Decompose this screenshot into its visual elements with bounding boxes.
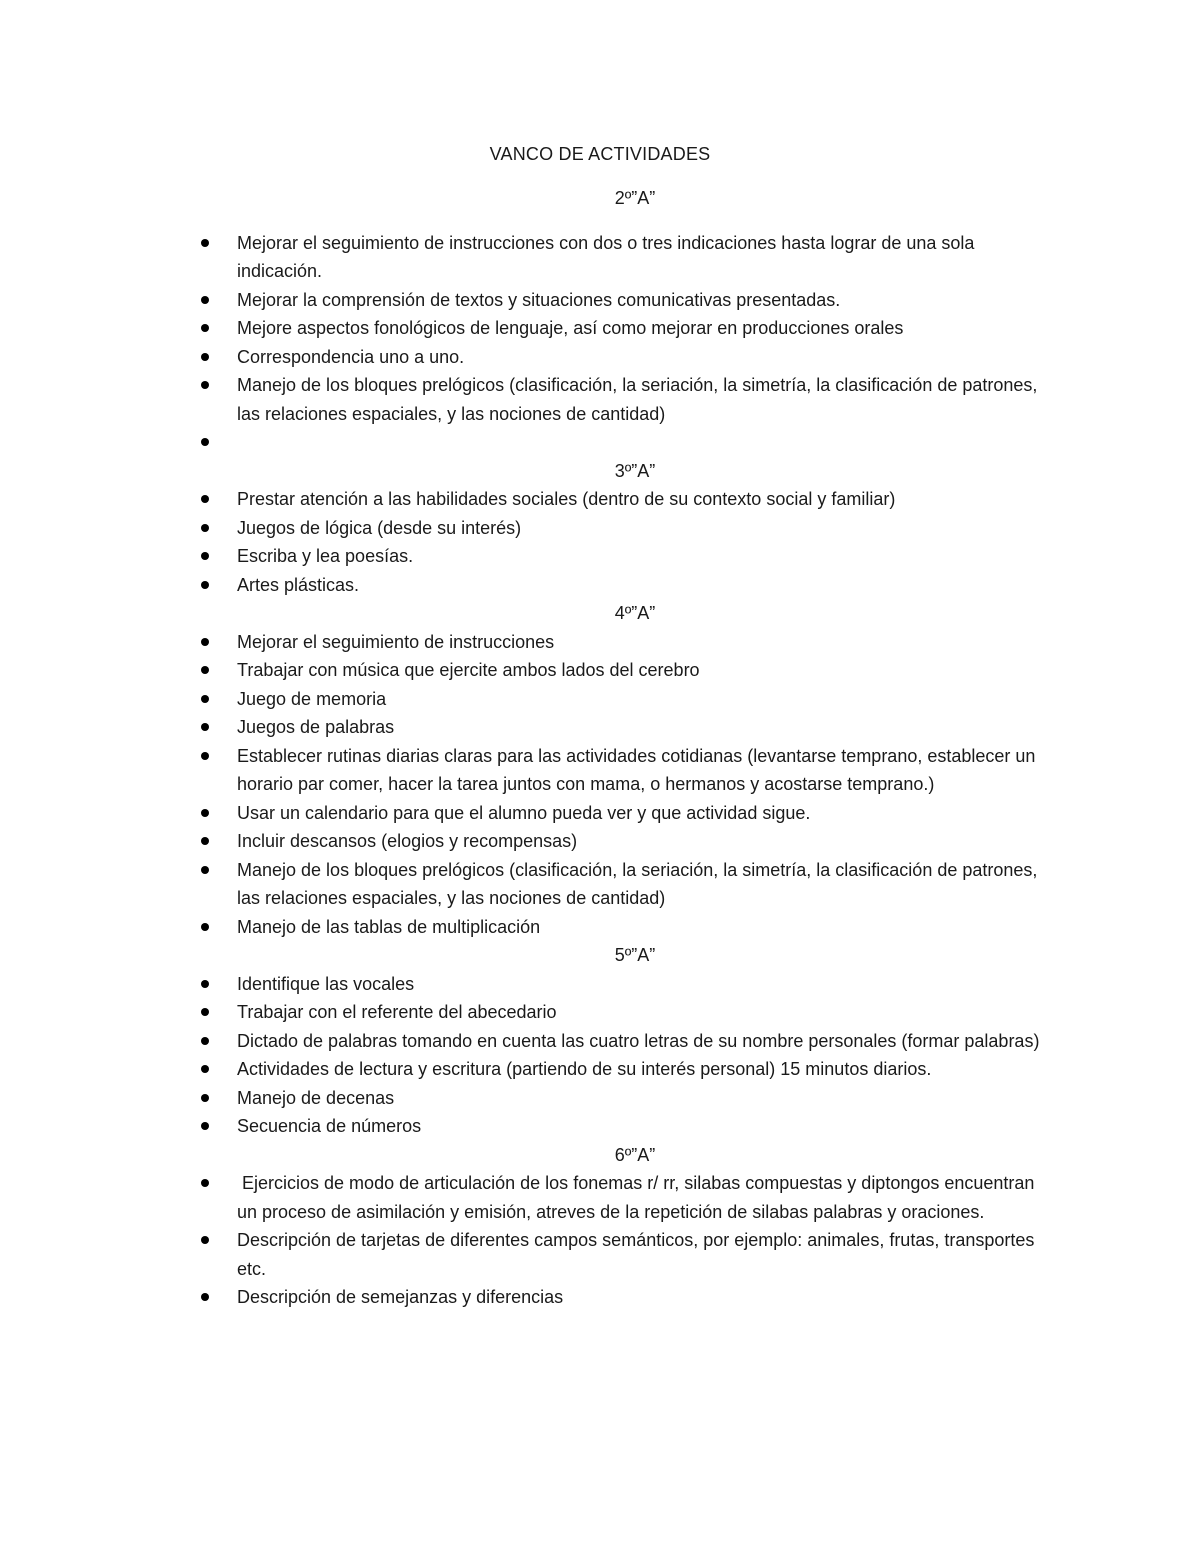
bullet-icon: [201, 296, 209, 304]
list-item: [0, 514, 1200, 543]
list-item: [0, 1112, 1200, 1141]
bullet-icon: [201, 866, 209, 874]
list-item: [0, 371, 1200, 428]
activity-list: [0, 229, 1200, 457]
bullet-icon: [201, 752, 209, 760]
list-item-text: Secuencia de números: [237, 1116, 422, 1136]
list-item-text: Manejo de decenas: [237, 1087, 395, 1108]
bullet-icon: [201, 1037, 209, 1045]
list-item-text: Juegos de lógica (desde su interés): [237, 517, 522, 538]
bullet-icon: [201, 837, 209, 845]
list-item: [0, 628, 1200, 657]
list-item-text: Actividades de lectura y escritura (partiendo de su interés personal) 15 minutos diarios.: [237, 1059, 932, 1079]
bullet-icon: [201, 980, 209, 988]
activity-list: [0, 485, 1200, 599]
bullet-icon: [201, 638, 209, 646]
list-item-text: Establecer rutinas diarias claras para las actividades cotidianas (levantarse temprano, establecer un horario par comer, hacer la tarea juntos con mama, o hermanos y acostarse temprano.): [237, 745, 1036, 794]
list-item: [0, 856, 1200, 913]
list-item: [0, 314, 1200, 343]
list-item: [0, 1027, 1200, 1056]
list-item: [0, 1226, 1200, 1283]
bullet-icon: [201, 923, 209, 931]
list-item-text: Trabajar con música que ejercite ambos lados del cerebro: [237, 660, 700, 680]
activity-list: [0, 970, 1200, 1141]
bullet-icon: [201, 809, 209, 817]
list-item-text: Descripción de semejanzas y diferencias: [237, 1287, 564, 1307]
bullet-icon: [201, 239, 209, 247]
bullet-icon: [201, 1179, 209, 1187]
list-item-text: Correspondencia uno a uno.: [237, 346, 465, 367]
list-item-text: Juegos de palabras: [237, 717, 395, 737]
list-item: [0, 713, 1200, 742]
list-item-text: Manejo de los bloques prelógicos (clasificación, la seriación, la simetría, la clasificación de patrones, las relaciones espaciales, y las nociones de cantidad): [237, 859, 1038, 908]
list-item-text: Manejo de las tablas de multiplicación: [237, 916, 541, 937]
list-item: [0, 998, 1200, 1027]
list-item: [0, 913, 1200, 942]
list-item-text: Prestar atención a las habilidades sociales (dentro de su contexto social y familiar): [237, 489, 896, 509]
activity-list: [0, 628, 1200, 942]
list-item-text: Escriba y lea poesías.: [237, 546, 414, 566]
bullet-icon: [201, 324, 209, 332]
bullet-icon: [201, 1008, 209, 1016]
list-item-text: Descripción de tarjetas de diferentes campos semánticos, por ejemplo: animales, frutas, transportes etc.: [237, 1230, 1035, 1279]
list-item: [0, 485, 1200, 514]
bullet-icon: [201, 695, 209, 703]
section-heading: 2º”A”: [614, 188, 656, 208]
bullet-icon: [201, 1094, 209, 1102]
list-item: [0, 685, 1200, 714]
list-item-text: Usar un calendario para que el alumno pueda ver y que actividad sigue.: [237, 802, 811, 823]
section-heading: 4º”A”: [614, 603, 656, 623]
bullet-icon: [201, 723, 209, 731]
list-item-text: Mejorar la comprensión de textos y situaciones comunicativas presentadas.: [237, 289, 841, 310]
list-item-text: Juego de memoria: [237, 688, 387, 709]
list-item-text: Identifique las vocales: [237, 973, 415, 994]
list-item-text: Ejercicios de modo de articulación de los fonemas r/ rr, silabas compuestas y diptongos encuentran un proceso de asimilación y emisión, atreves de la repetición de silabas palabras y oraciones.: [237, 1173, 1040, 1222]
bullet-icon: [201, 552, 209, 560]
bullet-icon: [201, 1236, 209, 1244]
list-item: [0, 542, 1200, 571]
list-item: [0, 1084, 1200, 1113]
list-item-text: Trabajar con el referente del abecedario: [237, 1002, 557, 1022]
bullet-icon: [201, 666, 209, 674]
section-2a: [0, 184, 1200, 457]
section-heading: 5º”A”: [614, 945, 656, 965]
list-item: [0, 286, 1200, 315]
list-item: [0, 343, 1200, 372]
bullet-icon: [201, 381, 209, 389]
document-content: [0, 184, 1200, 1312]
list-item: [0, 571, 1200, 600]
list-item-text: Mejorar el seguimiento de instrucciones con dos o tres indicaciones hasta lograr de una sola indicación.: [237, 232, 975, 281]
section-3a: [0, 457, 1200, 600]
list-item: [0, 827, 1200, 856]
section-heading: 6º”A”: [614, 1144, 656, 1165]
list-item: [0, 656, 1200, 685]
bullet-icon: [201, 581, 209, 589]
list-item: [0, 1169, 1200, 1226]
list-item: [0, 1283, 1200, 1312]
list-item-text: Artes plásticas.: [237, 574, 360, 595]
list-item-text: Dictado de palabras tomando en cuenta las cuatro letras de su nombre personales (formar palabras): [237, 1030, 1040, 1051]
bullet-icon: [201, 1293, 209, 1301]
section-5a: [0, 941, 1200, 1141]
list-item-text: Mejore aspectos fonológicos de lenguaje, así como mejorar en producciones orales: [237, 318, 904, 338]
bullet-icon: [201, 1065, 209, 1073]
bullet-icon: [201, 353, 209, 361]
section-heading: 3º”A”: [614, 460, 656, 481]
list-item: [0, 742, 1200, 799]
bullet-icon: [201, 524, 209, 532]
bullet-icon: [201, 1122, 209, 1130]
section-6a: [0, 1141, 1200, 1312]
bullet-icon: [201, 438, 209, 446]
section-4a: [0, 599, 1200, 941]
list-item: [0, 229, 1200, 286]
activity-list: [0, 1169, 1200, 1312]
list-item: [0, 428, 1200, 457]
list-item-text: Manejo de los bloques prelógicos (clasificación, la seriación, la simetría, la clasificación de patrones, las relaciones espaciales, y las nociones de cantidad): [237, 375, 1038, 424]
list-item: [0, 799, 1200, 828]
list-item: [0, 970, 1200, 999]
list-item-text: Incluir descansos (elogios y recompensas): [237, 831, 578, 851]
bullet-icon: [201, 495, 209, 503]
list-item-text: Mejorar el seguimiento de instrucciones: [237, 631, 555, 652]
list-item: [0, 1055, 1200, 1084]
document-title: VANCO DE ACTIVIDADES: [489, 144, 711, 164]
